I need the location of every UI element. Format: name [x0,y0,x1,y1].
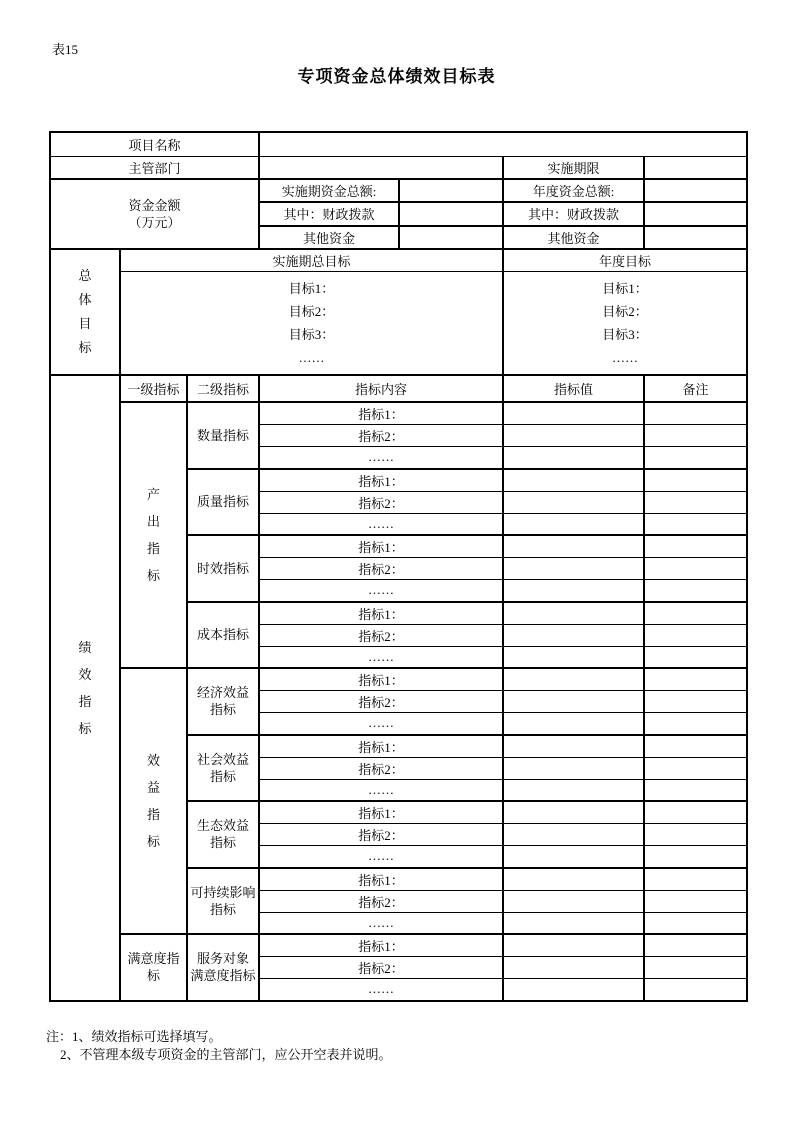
indicator-remark-cell [644,402,747,425]
indicator-value-cell [503,646,644,668]
level2-quality-label: 质量指标 [187,469,259,536]
annual-goal-content-cell [503,271,747,375]
indicator-value-cell [503,513,644,535]
indicator-content-cell: 指标1： [259,801,503,824]
goal-line: 目标3： [602,326,648,342]
department-input-cell [259,156,503,179]
fund-amount-label-line: 资金金额 [128,197,181,213]
impl-total-label: 实施期资金总额: [259,179,399,202]
period-label: 实施期限 [503,156,644,179]
indicator-value-cell [503,402,644,425]
indicator-remark-cell [644,957,747,979]
indicator-remark-cell [644,513,747,535]
indicator-remark-cell [644,868,747,891]
indicator-value-cell [503,447,644,469]
department-label: 主管部门 [50,156,259,179]
indicator-value-cell [503,934,644,957]
level2-sustainable-impact-label: 可持续影响 指标 [187,868,259,935]
indicator-remark-cell [644,735,747,758]
level2-cost-label: 成本指标 [187,602,259,669]
indicator-remark-cell [644,912,747,934]
indicator-remark-cell [644,558,747,580]
fiscal-allocation-label-impl: 其中：财政拨款 [259,202,399,226]
goal-line: 目标2： [288,303,335,319]
fiscal-allocation-input-cell-annual [644,202,747,226]
indicator-content-cell: …… [259,713,503,735]
goal-line: 目标2： [602,303,648,319]
header-content: 指标内容 [259,375,503,402]
other-funds-label-annual: 其他资金 [503,226,644,249]
indicator-value-cell [503,868,644,891]
indicator-value-cell [503,735,644,758]
indicator-value-cell [503,425,644,447]
level2-service-satisfaction-label: 服务对象 满意度指标 [187,934,259,1001]
performance-target-table [49,131,748,1002]
indicator-content-cell: 指标2： [259,890,503,912]
indicator-content-cell: 指标2： [259,757,503,779]
indicator-content-cell: …… [259,912,503,934]
indicator-content-cell: …… [259,447,503,469]
indicator-content-cell: 指标1： [259,735,503,758]
indicator-remark-cell [644,491,747,513]
annual-goal-header: 年度目标 [503,249,747,272]
indicator-remark-cell [644,691,747,713]
other-funds-input-cell-impl [399,226,503,249]
footnote-line: 注：1、绩效指标可选择填写。 [46,1029,222,1044]
indicator-content-cell: 指标1： [259,868,503,891]
indicator-remark-cell [644,824,747,846]
goal-line: 目标1： [288,280,335,296]
indicator-content-cell: 指标1： [259,535,503,558]
indicator-content-cell: …… [259,646,503,668]
indicator-remark-cell [644,646,747,668]
indicator-content-cell: 指标1： [259,469,503,492]
indicator-value-cell [503,846,644,868]
goal-line: …… [612,349,639,365]
indicator-remark-cell [644,580,747,602]
indicator-remark-cell [644,757,747,779]
indicator-content-cell: 指标1： [259,668,503,691]
indicator-remark-cell [644,934,747,957]
overall-goal-section-label: 总体目标 [50,249,120,376]
level1-benefit-label: 效益指标 [120,668,187,934]
indicator-content-cell: 指标1： [259,602,503,625]
table-number: 表15 [52,42,79,57]
indicator-value-cell [503,558,644,580]
header-remark: 备注 [644,375,747,402]
other-funds-input-cell-annual [644,226,747,249]
indicator-value-cell [503,824,644,846]
indicator-content-cell: …… [259,979,503,1001]
indicator-value-cell [503,890,644,912]
footnote-line: 2、不管理本级专项资金的主管部门，应公开空表并说明。 [60,1047,392,1062]
indicator-remark-cell [644,535,747,558]
indicator-content-cell: 指标1： [259,934,503,957]
indicator-value-cell [503,779,644,801]
indicator-content-cell: 指标2： [259,491,503,513]
indicator-remark-cell [644,890,747,912]
indicator-value-cell [503,624,644,646]
header-level2: 二级指标 [187,375,259,402]
other-funds-label-impl: 其他资金 [259,226,399,249]
indicator-content-cell: …… [259,513,503,535]
indicator-value-cell [503,757,644,779]
indicator-remark-cell [644,447,747,469]
project-name-label: 项目名称 [50,132,259,156]
indicator-remark-cell [644,779,747,801]
impl-goal-content-cell [120,271,503,375]
indicator-content-cell: 指标1： [259,402,503,425]
level2-timeliness-label: 时效指标 [187,535,259,602]
level1-output-label: 产出指标 [120,402,187,668]
indicator-remark-cell [644,425,747,447]
indicator-remark-cell [644,801,747,824]
indicator-value-cell [503,602,644,625]
indicator-content-cell: 指标2： [259,957,503,979]
level1-satisfaction-label: 满意度指 标 [120,934,187,1001]
indicator-remark-cell [644,624,747,646]
indicator-remark-cell [644,713,747,735]
level2-quantity-label: 数量指标 [187,402,259,469]
indicator-content-cell: 指标2： [259,691,503,713]
indicator-value-cell [503,535,644,558]
period-input-cell [644,156,747,179]
indicator-value-cell [503,580,644,602]
fiscal-allocation-label-annual: 其中：财政拨款 [503,202,644,226]
indicator-value-cell [503,491,644,513]
annual-total-input-cell [644,179,747,202]
impl-total-input-cell [399,179,503,202]
indicator-value-cell [503,957,644,979]
goal-line: 目标3： [288,326,335,342]
indicator-value-cell [503,668,644,691]
indicator-value-cell [503,979,644,1001]
impl-goal-header: 实施期总目标 [120,249,503,272]
page-title: 专项资金总体绩效目标表 [297,67,496,86]
indicator-content-cell: 指标2： [259,558,503,580]
fund-amount-label-line: （万元） [128,214,181,230]
goal-line: 目标1： [602,280,648,296]
level2-social-benefit-label: 社会效益 指标 [187,735,259,802]
indicator-value-cell [503,912,644,934]
fund-amount-label [50,179,259,249]
indicator-content-cell: …… [259,846,503,868]
goal-line: …… [298,349,325,365]
level2-ecological-benefit-label: 生态效益 指标 [187,801,259,868]
indicator-remark-cell [644,846,747,868]
indicator-remark-cell [644,469,747,492]
indicator-content-cell: 指标2： [259,624,503,646]
indicator-value-cell [503,469,644,492]
footnotes [46,1028,392,1064]
indicator-remark-cell [644,668,747,691]
indicator-content-cell: 指标2： [259,824,503,846]
indicator-value-cell [503,691,644,713]
project-name-input-cell [259,132,747,156]
indicator-value-cell [503,801,644,824]
annual-total-label: 年度资金总额: [503,179,644,202]
indicator-content-cell: 指标2： [259,425,503,447]
indicator-remark-cell [644,979,747,1001]
indicator-content-cell: …… [259,779,503,801]
level2-economic-benefit-label: 经济效益 指标 [187,668,259,735]
header-level1: 一级指标 [120,375,187,402]
header-value: 指标值 [503,375,644,402]
indicator-value-cell [503,713,644,735]
fiscal-allocation-input-cell-impl [399,202,503,226]
indicator-remark-cell [644,602,747,625]
indicator-content-cell: …… [259,580,503,602]
performance-section-label: 绩效指标 [50,375,120,1001]
